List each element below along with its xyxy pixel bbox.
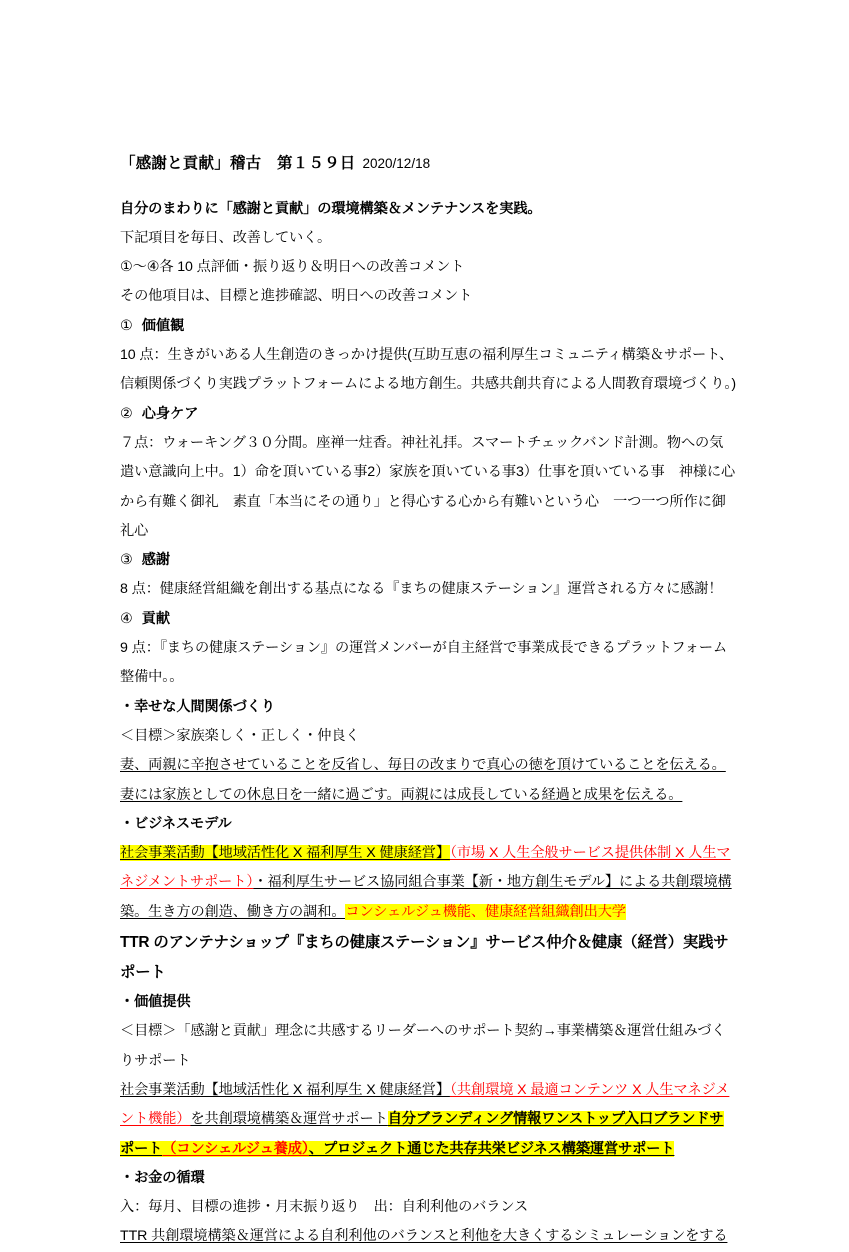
section-label-3: 感謝 <box>141 552 171 569</box>
bm-plain: ・福利厚生サービス協同組合事業【新・地方創生モデル】による共創環境構築。生き方の創造、働き方の調和。 <box>120 874 732 920</box>
intro-line-2: ①～④各 10 点評価・振り返り＆明日への改善コメント <box>120 259 465 276</box>
value-highlight-tail: 、プロジェクト通じた共存共栄ビジネス構築運営サポート <box>308 1140 675 1157</box>
business-model-body <box>120 839 737 927</box>
section-body-4: 9 点：『まちの健康ステーション』の運営メンバーが自主経営で事業成長できるプラットフォーム整備中。。 <box>120 640 728 686</box>
ttr-service-line: TTR のアンテナショップ『まちの健康ステーション』サービス仲介＆健康（経営）実践サポート <box>120 934 729 982</box>
value-underlined-black: 社会事業活動【地域活性化 X 福利厚生 X 健康経営】 <box>120 1081 450 1098</box>
bm-highlight-red: コンシェルジュ機能、健康経営組織創出大学 <box>345 903 626 920</box>
section-body-1: 10 点：生きがいある人生創造のきっかけ提供(互助互恵の福利厚生コミュニティ構築＆サポート、信頼関係づくり実践プラットフォームによる地方創生。共感共創共育による人間教育環境づくり。) <box>120 347 736 393</box>
value-body <box>120 1076 737 1164</box>
section-marker-1: ① <box>120 317 133 334</box>
intro-line-1: 下記項目を毎日、改善していく。 <box>120 229 332 246</box>
value-mid-plain: を共創環境構築＆運営サポート <box>190 1111 388 1128</box>
section-heading-3 <box>120 546 737 575</box>
section-heading-4 <box>120 605 737 634</box>
page-title <box>120 155 737 174</box>
bm-red-paren: （市場 X 人生全般サービス提供体制 X 人生マネジメントサポート） <box>120 845 731 891</box>
section-heading-1 <box>120 312 737 341</box>
relations-heading: ・幸せな人間関係づくり <box>120 698 275 715</box>
relations-body: 妻、両親に辛抱させていることを反省し、毎日の改まりで真心の徳を頂けていることを伝える。妻には家族としての休息日を一緒に過ごす。両親には成長している経過と成果を伝える。 <box>120 757 726 803</box>
value-goal: ＜目標＞「感謝と貢献」理念に共感するリーダーへのサポート契約→事業構築＆運営仕組みづくりサポート <box>120 1023 726 1069</box>
value-highlight-red: （コンシェルジュ養成） <box>162 1140 309 1157</box>
section-label-4: 貢献 <box>141 610 171 627</box>
money-flow: 入：毎月、目標の進捗・月末振り返り 出：自利利他のバランス <box>120 1199 529 1216</box>
section-body-2: ７点：ウォーキング３０分間。座禅一炷香。神社礼拝。スマートチェックバンド計測。物への気遣い意識向上中。1）命を頂いている事2）家族を頂いている事3）仕事を頂いている事 神様に心から有難く御礼 素直「本当にその通り」と得心する心から有難いという心 一つ一つ所作に御礼心 <box>120 434 736 539</box>
section-body-3: 8 点：健康経営組織を創出する基点になる『まちの健康ステーション』運営される方々に感謝！ <box>120 581 723 598</box>
section-marker-3: ③ <box>120 552 133 569</box>
section-heading-2 <box>120 400 737 429</box>
money-body: TTR 共創環境構築＆運営による自利利他のバランスと利他を大きくするシミュレーションをする <box>120 1228 728 1245</box>
intro-line-3: その他項目は、目標と進捗確認、明日への改善コメント <box>120 288 473 305</box>
value-highlight-black: 自分ブランディング情報ワンストップ入口ブランドサポート <box>120 1111 724 1157</box>
document-date: 2020/12/18 <box>362 156 431 171</box>
money-heading: ・お金の循環 <box>120 1169 205 1186</box>
value-red-paren: （共創環境 X 最適コンテンツ X 人生マネジメント機能） <box>120 1081 730 1128</box>
section-label-1: 価値観 <box>141 317 185 334</box>
section-marker-4: ④ <box>120 610 133 627</box>
value-heading: ・価値提供 <box>120 994 191 1011</box>
business-model-heading: ・ビジネスモデル <box>120 815 232 832</box>
relations-goal: ＜目標＞家族楽しく・正しく・仲良く <box>120 727 360 744</box>
section-marker-2: ② <box>120 405 133 422</box>
title-text: 「感謝と貢献」稽古 第１５９日 <box>120 155 356 172</box>
section-label-2: 心身ケア <box>141 405 199 422</box>
bm-highlight-black: 社会事業活動【地域活性化 X 福利厚生 X 健康経営】 <box>120 845 450 862</box>
intro-headline: 自分のまわりに「感謝と貢献」の環境構築＆メンテナンスを実践。 <box>120 200 542 217</box>
